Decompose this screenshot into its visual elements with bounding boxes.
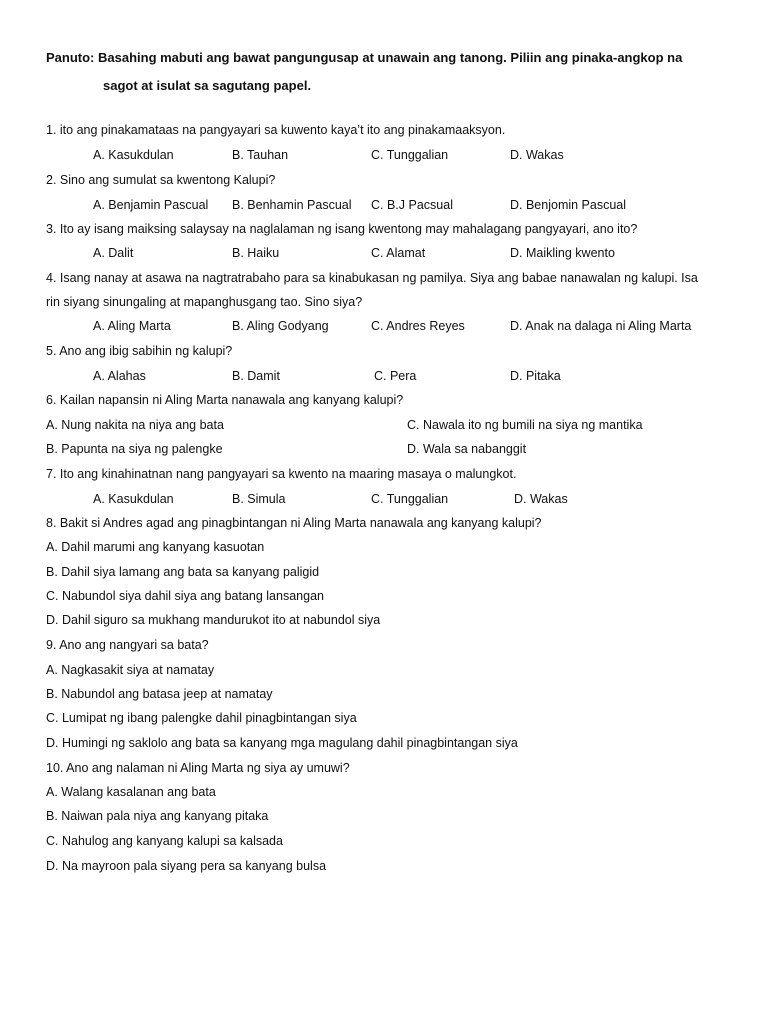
q6-option-c: C. Nawala ito ng bumili na siya ng mantika [407, 418, 643, 432]
q10-option-a: A. Walang kasalanan ang bata [46, 785, 216, 799]
q2-option-a: A. Benjamin Pascual [93, 198, 209, 212]
q5-option-c: C. Pera [374, 369, 417, 383]
question-6: 6. Kailan napansin ni Aling Marta nanawala ang kanyang kalupi? [46, 393, 404, 407]
q10-option-d: D. Na mayroon pala siyang pera sa kanyang bulsa [46, 859, 327, 873]
question-5: 5. Ano ang ibig sabihin ng kalupi? [46, 344, 233, 358]
q4-option-c: C. Andres Reyes [371, 319, 465, 333]
q7-option-a: A. Kasukdulan [93, 492, 174, 506]
q5-option-d: D. Pitaka [510, 369, 561, 383]
q3-option-b: B. Haiku [232, 246, 280, 260]
question-1: 1. ito ang pinakamataas na pangyayari sa kuwento kaya’t ito ang pinakamaaksyon. [46, 123, 506, 137]
q1-option-c: C. Tunggalian [371, 148, 449, 162]
q4-option-d: D. Anak na dalaga ni Aling Marta [510, 319, 692, 333]
q7-option-b: B. Simula [232, 492, 286, 506]
q4-option-b: B. Aling Godyang [232, 319, 329, 333]
q6-option-d: D. Wala sa nabanggit [407, 442, 527, 456]
question-7: 7. Ito ang kinahinatnan nang pangyayari sa kwento na maaring masaya o malungkot. [46, 467, 517, 481]
q1-option-a: A. Kasukdulan [93, 148, 174, 162]
q8-option-c: C. Nabundol siya dahil siya ang batang lansangan [46, 589, 324, 603]
q2-option-b: B. Benhamin Pascual [232, 198, 352, 212]
q6-option-a: A. Nung nakita na niya ang bata [46, 418, 224, 432]
q5-option-a: A. Alahas [93, 369, 146, 383]
q3-option-c: C. Alamat [371, 246, 426, 260]
q8-option-a: A. Dahil marumi ang kanyang kasuotan [46, 540, 265, 554]
q10-option-c: C. Nahulog ang kanyang kalupi sa kalsada [46, 834, 283, 848]
q1-option-d: D. Wakas [510, 148, 564, 162]
q8-option-d: D. Dahil siguro sa mukhang mandurukot ito at nabundol siya [46, 613, 381, 627]
question-10: 10. Ano ang nalaman ni Aling Marta ng siya ay umuwi? [46, 761, 350, 775]
instructions [46, 44, 736, 100]
q3-option-d: D. Maikling kwento [510, 246, 615, 260]
question-9: 9. Ano ang nangyari sa bata? [46, 638, 209, 652]
q6-option-b: B. Papunta na siya ng palengke [46, 442, 223, 456]
q7-option-c: C. Tunggalian [371, 492, 449, 506]
instructions-line-1: Panuto: Basahing mabuti ang bawat pangungusap at unawain ang tanong. Piliin ang pinaka-angkop na [46, 50, 683, 65]
q5-option-b: B. Damit [232, 369, 280, 383]
q9-option-c: C. Lumipat ng ibang palengke dahil pinagbintangan siya [46, 711, 357, 725]
q10-option-b: B. Naiwan pala niya ang kanyang pitaka [46, 809, 269, 823]
q9-option-a: A. Nagkasakit siya at namatay [46, 663, 215, 677]
question-2: 2. Sino ang sumulat sa kwentong Kalupi? [46, 173, 276, 187]
q1-option-b: B. Tauhan [232, 148, 289, 162]
instructions-line-2: sagot at isulat sa sagutang papel. [103, 78, 312, 93]
q3-option-a: A. Dalit [93, 246, 134, 260]
q7-option-d: D. Wakas [514, 492, 568, 506]
question-8: 8. Bakit si Andres agad ang pinagbintangan ni Aling Marta nanawala ang kanyang kalupi? [46, 516, 542, 530]
q8-option-b: B. Dahil siya lamang ang bata sa kanyang paligid [46, 565, 320, 579]
q2-option-c: C. B.J Pacsual [371, 198, 453, 212]
question-4-line-1: 4. Isang nanay at asawa na nagtratrabaho para sa kinabukasan ng pamilya. Siya ang babae nanawalan ng kalupi. Isa [46, 271, 698, 285]
q2-option-d: D. Benjomin Pascual [510, 198, 627, 212]
question-3: 3. Ito ay isang maiksing salaysay na naglalaman ng isang kwentong may mahalagang pangyayari, ano ito? [46, 222, 638, 236]
question-4-line-2: rin siyang sinungaling at mapanghusgang tao. Sino siya? [46, 295, 363, 309]
q4-option-a: A. Aling Marta [93, 319, 171, 333]
q9-option-d: D. Humingi ng saklolo ang bata sa kanyang mga magulang dahil pinagbintangan siya [46, 736, 518, 750]
q9-option-b: B. Nabundol ang batasa jeep at namatay [46, 687, 273, 701]
